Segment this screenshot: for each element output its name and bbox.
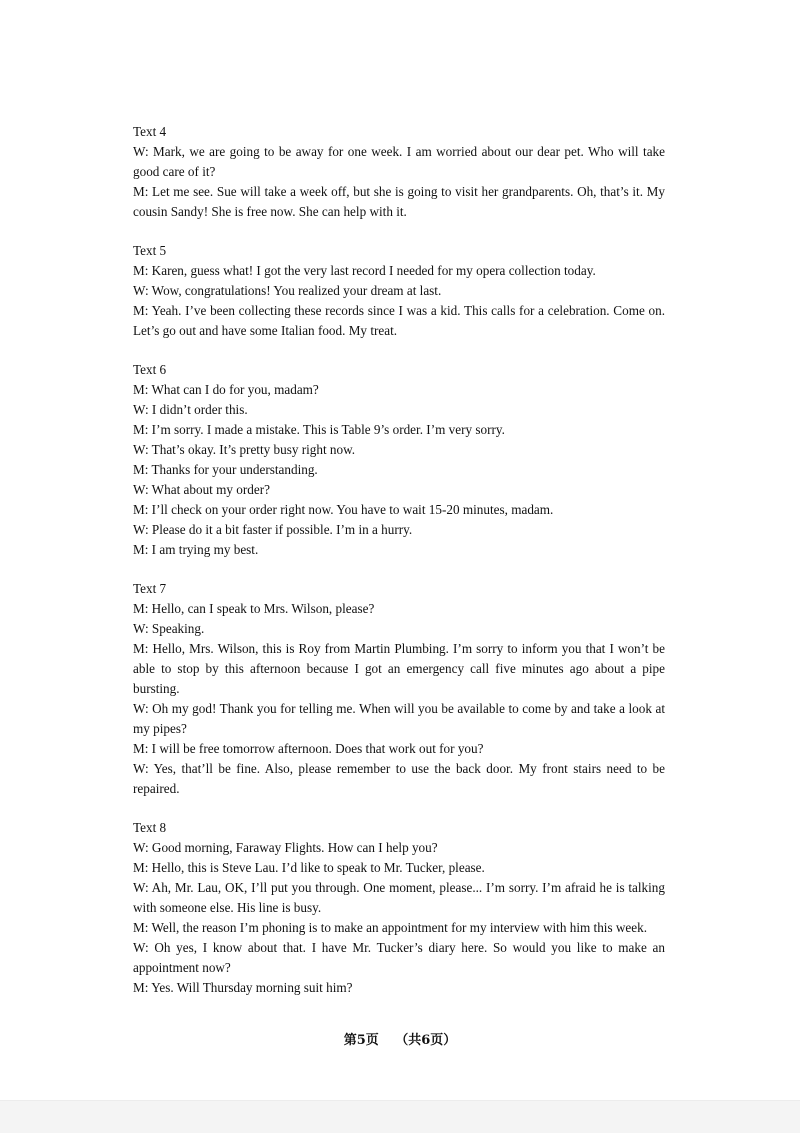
section-text-4 [133, 122, 665, 222]
dialogue-line: W: That’s okay. It’s pretty busy right now. [133, 442, 356, 457]
dialogue-line: W: Ah, Mr. Lau, OK, I’ll put you through. One moment, please... I’m sorry. I’m afraid he is talking with someone else. His line is busy. [133, 880, 665, 915]
dialogue-line: M: I’ll check on your order right now. You have to wait 15-20 minutes, madam. [133, 502, 554, 517]
dialogue-line: M: I’m sorry. I made a mistake. This is Table 9’s order. I’m very sorry. [133, 422, 505, 437]
section-title: Text 8 [133, 820, 167, 835]
dialogue-line: W: I didn’t order this. [133, 402, 248, 417]
section-text-8 [133, 818, 665, 998]
dialogue-line: M: Well, the reason I’m phoning is to make an appointment for my interview with him this week. [133, 920, 648, 935]
dialogue-line: M: Yes. Will Thursday morning suit him? [133, 980, 353, 995]
section-title: Text 6 [133, 362, 167, 377]
dialogue-line: M: Let me see. Sue will take a week off, but she is going to visit her grandparents. Oh, that’s it. My cousin Sandy! She is free now. She can help with it. [133, 184, 665, 219]
dialogue-line: M: Yeah. I’ve been collecting these records since I was a kid. This calls for a celebration. Come on. Let’s go out and have some Italian food. My treat. [133, 303, 665, 338]
dialogue-line: M: Hello, Mrs. Wilson, this is Roy from Martin Plumbing. I’m sorry to inform you that I won’t be able to stop by this afternoon because I got an emergency call five minutes ago about a pipe bursting. [133, 641, 665, 696]
page-total: （共6页） [395, 1033, 457, 1048]
dialogue-line: M: Karen, guess what! I got the very last record I needed for my opera collection today. [133, 263, 596, 278]
page-footer [0, 1029, 800, 1048]
dialogue-line: M: Hello, this is Steve Lau. I’d like to speak to Mr. Tucker, please. [133, 860, 485, 875]
dialogue-line: W: Wow, congratulations! You realized your dream at last. [133, 283, 442, 298]
dialogue-line: W: Good morning, Faraway Flights. How can I help you? [133, 840, 438, 855]
section-title: Text 4 [133, 124, 167, 139]
dialogue-line: M: Hello, can I speak to Mrs. Wilson, please? [133, 601, 375, 616]
section-title: Text 7 [133, 581, 167, 596]
viewer-bottom-band [0, 1100, 800, 1133]
section-text-6 [133, 360, 665, 560]
dialogue-line: M: I am trying my best. [133, 542, 259, 557]
section-text-5 [133, 241, 665, 341]
dialogue-line: W: Speaking. [133, 621, 205, 636]
dialogue-line: W: Mark, we are going to be away for one week. I am worried about our dear pet. Who will take good care of it? [133, 144, 665, 179]
dialogue-line: W: Oh yes, I know about that. I have Mr. Tucker’s diary here. So would you like to make an appointment now? [133, 940, 665, 975]
dialogue-line: W: Please do it a bit faster if possible. I’m in a hurry. [133, 522, 413, 537]
section-title: Text 5 [133, 243, 167, 258]
transcript-body [133, 122, 665, 1017]
dialogue-line: W: Oh my god! Thank you for telling me. When will you be available to come by and take a look at my pipes? [133, 701, 665, 736]
dialogue-line: M: What can I do for you, madam? [133, 382, 319, 397]
section-text-7 [133, 579, 665, 799]
page-number: 第5页 [343, 1033, 379, 1048]
dialogue-line: W: Yes, that’ll be fine. Also, please remember to use the back door. My front stairs need to be repaired. [133, 761, 665, 796]
dialogue-line: M: Thanks for your understanding. [133, 462, 318, 477]
dialogue-line: W: What about my order? [133, 482, 270, 497]
dialogue-line: M: I will be free tomorrow afternoon. Does that work out for you? [133, 741, 484, 756]
